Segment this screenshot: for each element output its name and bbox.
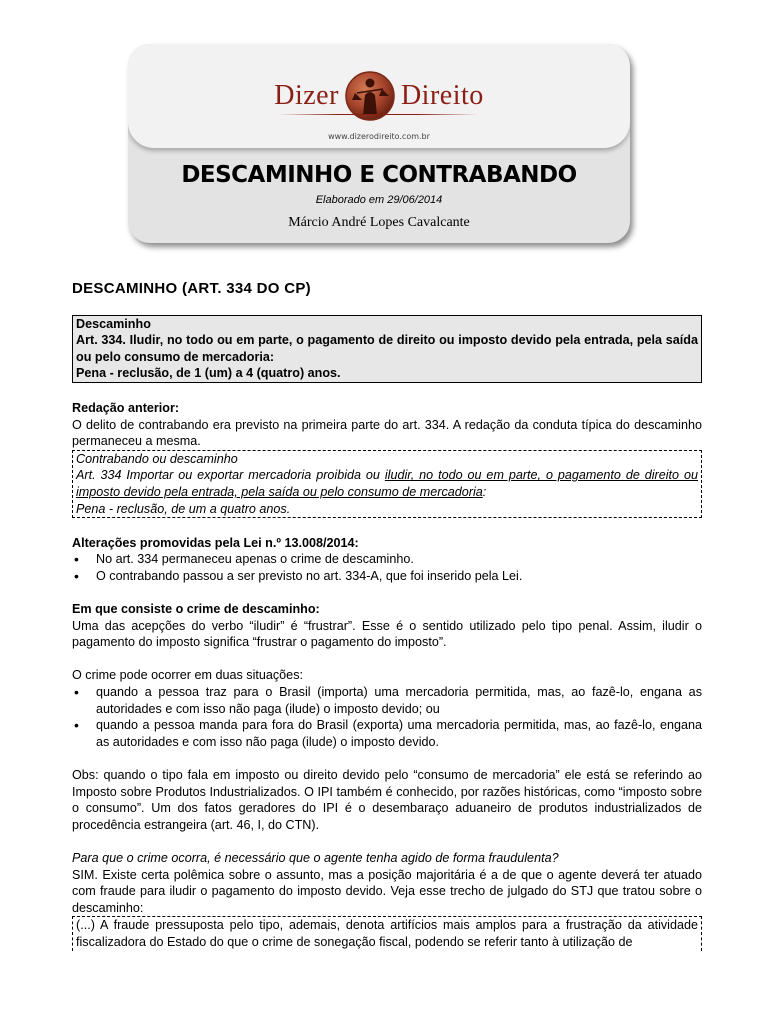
section-heading: DESCAMINHO (ART. 334 DO CP): [72, 280, 311, 297]
document-header: [128, 44, 630, 243]
logo-underline: [278, 114, 478, 115]
changes-label: Alterações promovidas pela Lei n.º 13.008/2014:: [72, 535, 359, 550]
jurisprudence-quote-box: [72, 916, 702, 950]
previous-box-text-underlined: iludir, no todo ou em parte, o pagamento de direito ou imposto devido pela entrada, pela saída ou pelo consumo de mercadoria: [76, 468, 698, 499]
law-box-text: Art. 334. Iludir, no todo ou em parte, o pagamento de direito ou imposto devido pela entrada, pela saída ou pelo consumo de mercadoria:: [76, 333, 698, 364]
list-item: • quando a pessoa manda para fora do Brasil (exporta) uma mercadoria permitida, mas, ao fazê-lo, engana as autoridades e com isso não paga (ilude) o imposto devido.: [72, 717, 702, 750]
situations-list: [72, 684, 702, 750]
brand-url: www.dizerodireito.com.br: [328, 132, 430, 141]
fraud-answer: SIM. Existe certa polêmica sobre o assunto, mas a posição majoritária é a de que o agente deverá ter atuado com fraude para iludir o pagamento do imposto devido. Veja esse trecho de julgado do STJ que tratou sobre o descaminho:: [72, 867, 702, 915]
previous-box-penalty: Pena - reclusão, de um a quatro anos.: [76, 501, 291, 516]
law-box-title: Descaminho: [76, 316, 151, 331]
document-title: DESCAMINHO E CONTRABANDO: [181, 162, 577, 188]
document-author: Márcio André Lopes Cavalcante: [288, 215, 470, 230]
what-is-label: Em que consiste o crime de descaminho:: [72, 602, 320, 617]
changes-list: [72, 551, 702, 584]
logo-band: [128, 44, 630, 148]
previous-box-text: [76, 467, 698, 500]
document-body: [72, 281, 702, 951]
document-date: Elaborado em 29/06/2014: [315, 194, 443, 206]
what-is-text: Uma das acepções do verbo “iludir” é “frustrar”. Esse é o sentido utilizado pelo tipo penal. Assim, iludir o pagamento do imposto significa “frustrar o pagamento do imposto”.: [72, 618, 702, 650]
situations-label: O crime pode ocorrer em duas situações:: [72, 668, 303, 683]
brand-right: Direito: [400, 80, 484, 111]
previous-box-text-end: :: [482, 484, 487, 499]
brand-left: Dizer: [274, 80, 339, 111]
obs-text: Obs: quando o tipo fala em imposto ou direito devido pelo “consumo de mercadoria” ele está se referindo ao Imposto sobre Produtos Industrializados. O IPI também é conhecido, por razões históricas, como “imposto sobre o consumo”. Um dos fatos geradores do IPI é o desembaraço aduaneiro de produtos industrializados de procedência estrangeira (art. 46, I, do CTN).: [72, 768, 702, 832]
law-box-penalty: Pena - reclusão, de 1 (um) a 4 (quatro) anos.: [76, 366, 341, 381]
previous-box-text-start: Art. 334 Importar ou exportar mercadoria proibida ou: [76, 468, 385, 483]
law-article-box: [72, 315, 702, 383]
previous-label: Redação anterior:: [72, 400, 180, 415]
list-item: • quando a pessoa traz para o Brasil (importa) uma mercadoria permitida, mas, ao fazê-lo, engana as autoridades e com isso não paga (ilude) o imposto devido; ou: [72, 684, 702, 717]
previous-law-box: [72, 450, 702, 518]
previous-box-title: Contrabando ou descaminho: [76, 451, 238, 466]
list-item: • No art. 334 permaneceu apenas o crime de descaminho.: [72, 551, 702, 568]
list-item: • O contrabando passou a ser previsto no art. 334-A, que foi inserido pela Lei.: [72, 568, 702, 585]
previous-text: O delito de contrabando era previsto na primeira parte do art. 334. A redação da conduta típica do descaminho permaneceu a mesma.: [72, 417, 702, 449]
fraud-question: Para que o crime ocorra, é necessário que o agente tenha agido de forma fraudulenta?: [72, 851, 559, 865]
jurisprudence-quote: (...) A fraude pressuposta pelo tipo, ademais, denota artifícios mais amplos para a frustração da atividade fiscalizadora do Estado do que o crime de sonegação fiscal, podendo se referir tanto à utilização de: [76, 918, 698, 949]
